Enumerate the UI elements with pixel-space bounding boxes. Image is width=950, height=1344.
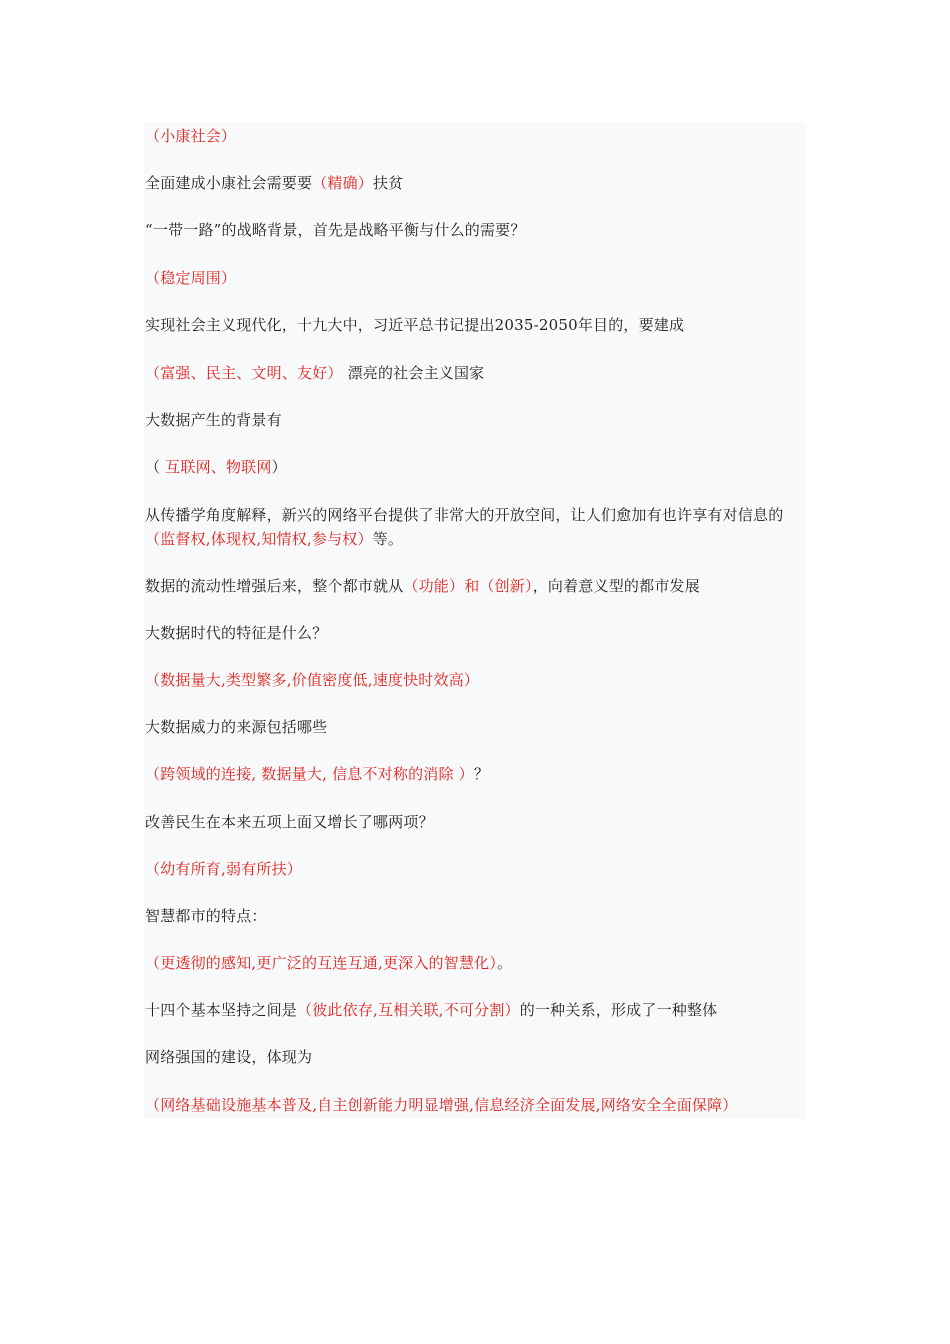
question-text: 等。 [372, 530, 404, 548]
answer-text: （更透彻的感知,更广泛的互连互通,更深入的智慧化） [145, 954, 498, 972]
question-text: ？ [473, 765, 490, 783]
text-line [145, 763, 805, 785]
question-text: 十四个基本坚持之间是 [145, 1001, 298, 1019]
question-text: （ [145, 458, 161, 476]
text-line [145, 999, 805, 1021]
text-line [145, 172, 805, 194]
text-line [145, 716, 805, 738]
answer-text: （功能）和（创新） [403, 577, 533, 595]
question-text: 扶贫 [373, 174, 404, 192]
question-text: “一带一路”的战略背景，首先是战略平衡与什么的需要？ [145, 221, 526, 239]
question-text: 大数据时代的特征是什么？ [145, 624, 328, 642]
question-text: 。 [497, 954, 513, 972]
answer-text: （彼此依存,互相关联,不可分割） [297, 1001, 520, 1019]
text-line [145, 811, 805, 833]
question-text: 网络强国的建设，体现为 [145, 1048, 313, 1066]
answer-text: （数据量大,类型繁多,价值密度低,速度快时效高） [145, 671, 480, 689]
question-text: 全面建成小康社会需要要 [145, 174, 313, 192]
text-line [145, 456, 805, 478]
text-line [145, 125, 805, 147]
answer-text: （精确） [312, 174, 374, 192]
text-line [145, 314, 805, 336]
text-line [145, 1094, 805, 1116]
text-line [145, 669, 805, 691]
answer-text: （监督权,体现权,知情权,参与权） [145, 530, 373, 548]
question-text: 智慧都市的特点： [145, 907, 267, 925]
answer-text: （网络基础设施基本普及,自主创新能力明显增强,信息经济全面发展,网络安全全面保障） [145, 1096, 738, 1114]
text-line [145, 905, 805, 927]
question-text: 从传播学角度解释，新兴的网络平台提供了非常大的开放空间，让人们愈加有也许享有对信息的 [145, 506, 784, 524]
question-text: 数据的流动性增强后来，整个都市就从 [145, 577, 404, 595]
text-line [145, 952, 805, 974]
question-text: 的一种关系，形成了一种整体 [519, 1001, 718, 1019]
answer-text: （跨领域的连接, 数据量大, 信息不对称的消除 ） [145, 765, 474, 783]
text-line [145, 503, 805, 551]
question-text: 大数据产生的背景有 [145, 411, 282, 429]
text-line [145, 622, 805, 644]
question-text: ） [271, 458, 287, 476]
text-line [145, 219, 805, 241]
answer-text: 互联网、物联网 [160, 458, 272, 476]
text-line [145, 1046, 805, 1068]
question-text: 大数据威力的来源包括哪些 [145, 718, 328, 736]
text-line [145, 362, 805, 384]
question-text: 漂亮的社会主义国家 [342, 364, 485, 382]
text-line [145, 858, 805, 880]
answer-text: （稳定周围） [145, 269, 237, 287]
question-text: 改善民生在本来五项上面又增长了哪两项？ [145, 813, 434, 831]
answer-text: （小康社会） [145, 127, 237, 145]
text-line [145, 267, 805, 289]
answer-text: （富强、民主、文明、友好） [145, 364, 343, 382]
answer-text: （幼有所育,弱有所扶） [145, 860, 302, 878]
text-line [145, 409, 805, 431]
text-line [145, 575, 805, 597]
question-text: ，向着意义型的都市发展 [532, 577, 700, 595]
question-text: 实现社会主义现代化，十九大中，习近平总书记提出2035-2050年目的，要建成 [145, 316, 685, 334]
